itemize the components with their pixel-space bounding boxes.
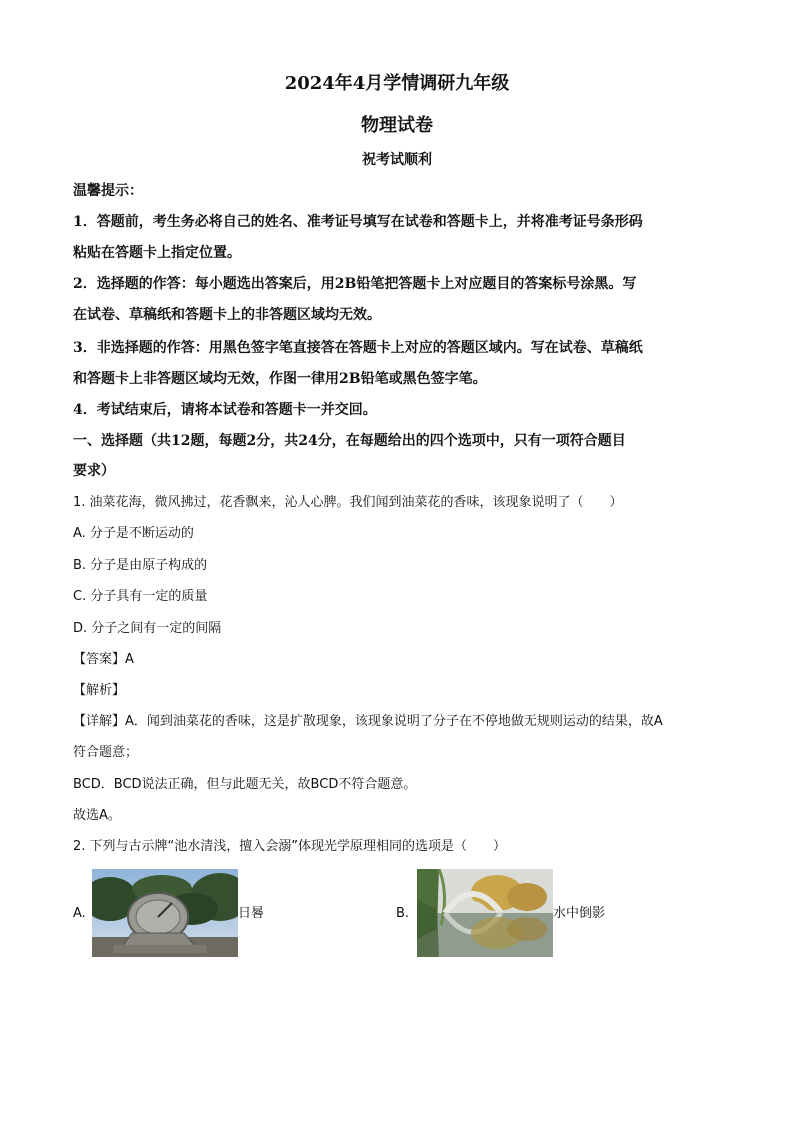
notice-heading: 温馨提示： bbox=[73, 183, 143, 199]
notice-line: 3．非选择题的作答：用黑色签字笔直接答在答题卡上对应的答题区域内。写在试卷、草稿纸 bbox=[73, 340, 643, 356]
section-heading: 一、选择题（共12题，每题2分，共24分，在每题给出的四个选项中，只有一项符合题目 bbox=[73, 433, 626, 449]
sundial-image bbox=[92, 869, 238, 957]
exam-wish: 祝考试顺利 bbox=[362, 152, 432, 168]
notice-line: 4．考试结束后，请将本试卷和答题卡一并交回。 bbox=[73, 402, 377, 418]
question-1-stem: 1. 油菜花海，微风拂过，花香飘来，沁人心脾。我们闻到油菜花的香味，该现象说明了（ ） bbox=[73, 495, 623, 510]
question-1-detail-cont: 符合题意； bbox=[73, 745, 139, 760]
question-2-option-b-label: B. bbox=[396, 906, 410, 921]
question-2-option-a-label: A. bbox=[73, 906, 86, 921]
question-1-analysis: 【解析】 bbox=[73, 683, 126, 698]
notice-line: 2．选择题的作答：每小题选出答案后，用2B铅笔把答题卡上对应题目的答案标号涂黑。写 bbox=[73, 276, 637, 292]
question-1-conclusion: 故选A。 bbox=[73, 808, 121, 823]
question-1-detail-bcd: BCD．BCD说法正确，但与此题无关，故BCD不符合题意。 bbox=[73, 777, 417, 792]
section-heading-cont: 要求） bbox=[73, 463, 115, 479]
question-1-option-a: A. 分子是不断运动的 bbox=[73, 526, 194, 541]
reflection-image bbox=[417, 869, 553, 957]
question-1-option-d: D. 分子之间有一定的间隔 bbox=[73, 621, 222, 636]
question-2-option-a-caption: 日晷 bbox=[238, 906, 265, 921]
question-1-answer: 【答案】A bbox=[73, 652, 134, 667]
question-1-option-b: B. 分子是由原子构成的 bbox=[73, 558, 208, 573]
exam-subject: 物理试卷 bbox=[361, 115, 433, 136]
notice-line: 和答题卡上非答题区域均无效，作图一律用2B铅笔或黑色签字笔。 bbox=[73, 371, 487, 387]
question-1-option-c: C. 分子具有一定的质量 bbox=[73, 589, 208, 604]
notice-line: 1．答题前，考生务必将自己的姓名、准考证号填写在试卷和答题卡上，并将准考证号条形码 bbox=[73, 214, 643, 230]
question-1-detail: 【详解】A．闻到油菜花的香味，这是扩散现象，该现象说明了分子在不停地做无规则运动的结果，故A bbox=[73, 714, 663, 729]
exam-title: 2024年4月学情调研九年级 bbox=[284, 73, 510, 94]
question-2-stem: 2. 下列与古示牌“池水清浅，擅入会溺”体现光学原理相同的选项是（ ） bbox=[73, 839, 507, 854]
question-2-option-b-caption: 水中倒影 bbox=[553, 906, 606, 921]
notice-line: 粘贴在答题卡上指定位置。 bbox=[73, 245, 241, 261]
notice-line: 在试卷、草稿纸和答题卡上的非答题区域均无效。 bbox=[73, 307, 381, 323]
